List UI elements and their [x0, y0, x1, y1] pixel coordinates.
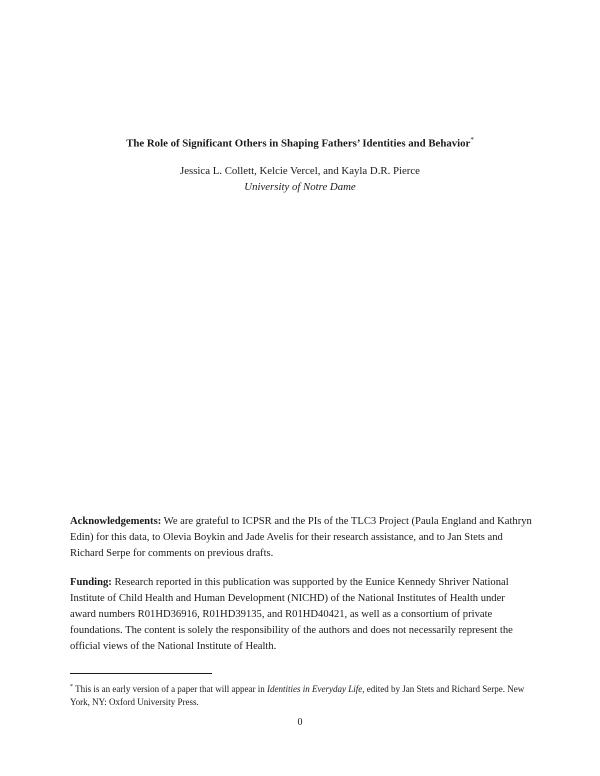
funding-paragraph	[70, 575, 532, 655]
footnote-book-title: Identities in Everyday Life	[267, 684, 363, 694]
author-list: Jessica L. Collett, Kelcie Vercel, and Kayla D.R. Pierce	[180, 165, 420, 177]
footnote-text-after: , edited by Jan Stets and Richard Serpe. New York, NY: Oxford University Press.	[70, 684, 525, 707]
paper-title-text: The Role of Significant Others in Shaping Fathers’ Identities and Behavior	[126, 137, 471, 150]
author-affiliation: University of Notre Dame	[244, 181, 356, 193]
funding-label: Funding:	[70, 577, 112, 588]
footnote-marker: *	[70, 684, 73, 690]
footnote	[70, 681, 540, 709]
title-footnote-marker: *	[470, 136, 474, 144]
acknowledgements-label: Acknowledgements:	[70, 516, 162, 527]
funding-text: Research reported in this publication was supported by the Eunice Kennedy Shriver National Institute of Child Health and Human Development (NICHD) of the National Institutes of Health under award numbers R01HD36916, R01HD39135, and R01HD40421, as well as a consortium of private foundations. The content is solely the responsibility of the authors and does not necessarily represent the official views of the National Institute of Health.	[70, 577, 513, 652]
acknowledgements-paragraph	[70, 514, 532, 562]
page-number: 0	[297, 717, 303, 728]
acknowledgements-text: We are grateful to ICPSR and the PIs of the TLC3 Project (Paula England and Kathryn Edin) for this data, to Olevia Boykin and Jade Avelis for their research assistance, and to Jan Stets and Richard Serpe for comments on previous drafts.	[70, 516, 532, 559]
footnote-divider	[70, 673, 212, 674]
paper-title	[0, 133, 600, 151]
footnote-text-before: This is an early version of a paper that will appear in	[73, 684, 268, 694]
